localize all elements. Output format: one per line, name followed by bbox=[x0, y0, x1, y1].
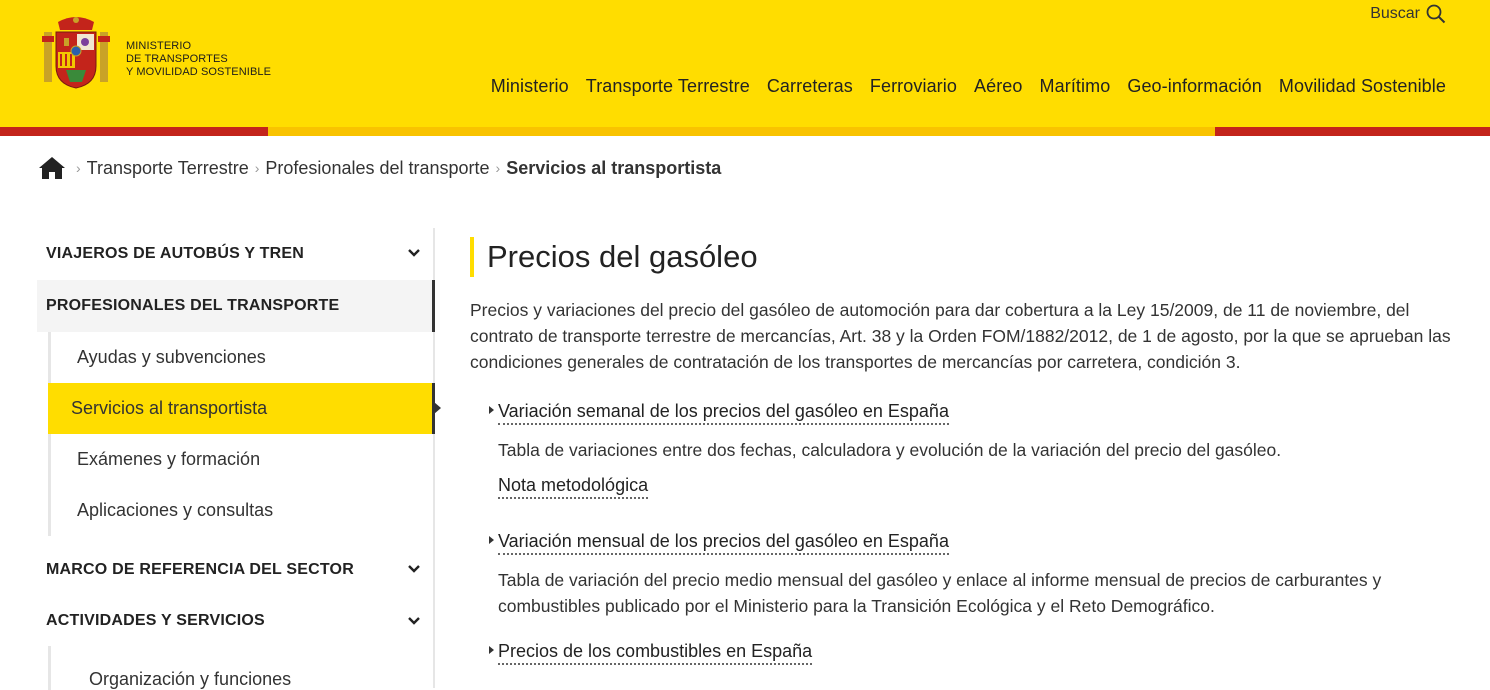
breadcrumb-profesionales[interactable]: Profesionales del transporte bbox=[265, 157, 490, 178]
breadcrumb-transporte-terrestre[interactable]: Transporte Terrestre bbox=[86, 157, 249, 178]
sidebar-item-organizacion[interactable]: Organización y funciones bbox=[89, 669, 292, 689]
sidebar-submenu-actividades bbox=[48, 646, 433, 690]
entry-description: Tabla de variaciones entre dos fechas, calculadora y evolución de la variación del precio del gasóleo. bbox=[498, 440, 1282, 460]
entry-weekly bbox=[470, 399, 1460, 499]
active-item-pointer bbox=[434, 402, 441, 414]
main-navigation bbox=[491, 76, 1446, 97]
breadcrumb-separator: › bbox=[495, 160, 501, 176]
nav-carreteras[interactable]: Carreteras bbox=[766, 76, 853, 96]
page-title: Precios del gasóleo bbox=[470, 237, 1460, 277]
sidebar-item-ayudas[interactable]: Ayudas y subvenciones bbox=[77, 347, 266, 367]
sidebar-item-aplicaciones[interactable]: Aplicaciones y consultas bbox=[77, 500, 274, 520]
sidebar-submenu bbox=[48, 332, 433, 536]
coat-of-arms-icon bbox=[40, 14, 112, 92]
link-methodology-note[interactable]: Nota metodológica bbox=[498, 473, 648, 499]
search-icon bbox=[1426, 4, 1446, 24]
ministry-logo[interactable] bbox=[40, 14, 285, 94]
sidebar-category-marco[interactable] bbox=[37, 544, 433, 596]
nav-geo-informacion[interactable]: Geo-información bbox=[1127, 76, 1262, 96]
site-header bbox=[0, 0, 1490, 136]
logo-line-2: DE TRANSPORTES bbox=[126, 53, 228, 65]
entry-monthly bbox=[470, 529, 1460, 619]
bullet-arrow-icon bbox=[489, 646, 494, 654]
sidebar-category-profesionales[interactable] bbox=[37, 280, 435, 332]
main-content bbox=[470, 237, 1460, 665]
link-monthly-variation[interactable]: Variación mensual de los precios del gasóleo en España bbox=[498, 529, 949, 555]
breadcrumb-separator: › bbox=[254, 160, 260, 176]
link-fuel-prices[interactable]: Precios de los combustibles en España bbox=[498, 639, 812, 665]
entry-description: Tabla de variación del precio medio mensual del gasóleo y enlace al informe mensual de precios de carburantes y combustibles publicado por el Ministerio para la Transición Ecológica y el Reto Demográfico. bbox=[498, 570, 1382, 616]
sidebar-category-label: MARCO DE REFERENCIA DEL SECTOR bbox=[46, 561, 354, 578]
sidebar-category-label: ACTIVIDADES Y SERVICIOS bbox=[46, 612, 265, 629]
nav-aereo[interactable]: Aéreo bbox=[973, 76, 1023, 96]
intro-paragraph: Precios y variaciones del precio del gasóleo de automoción para dar cobertura a la Ley 15/2009, de 11 de noviembre, del contrato de transporte terrestre de mercancías, Art. 38 y la Orden FOM/1882/2012, de 1 de agosto, por la que se aprueban las condiciones generales de contratación de los transportes de mercancías por carretera, condición 3. bbox=[470, 300, 1451, 372]
sidebar-category-actividades[interactable] bbox=[37, 596, 433, 646]
breadcrumb-current: Servicios al transportista bbox=[506, 157, 722, 178]
sidebar-category-viajeros[interactable] bbox=[37, 228, 433, 280]
entry-fuel-prices bbox=[470, 639, 1460, 665]
header-stripe-red-right bbox=[1215, 127, 1490, 136]
logo-line-1: MINISTERIO bbox=[126, 40, 192, 52]
header-stripe-red-left bbox=[0, 127, 268, 136]
breadcrumb-separator: › bbox=[76, 160, 81, 176]
nav-ministerio[interactable]: Ministerio bbox=[490, 76, 569, 96]
nav-maritimo[interactable]: Marítimo bbox=[1039, 76, 1111, 96]
sidebar-item-examenes[interactable]: Exámenes y formación bbox=[77, 449, 261, 469]
nav-movilidad-sostenible[interactable]: Movilidad Sostenible bbox=[1278, 76, 1446, 96]
chevron-down-icon bbox=[407, 562, 421, 576]
ministry-name bbox=[126, 40, 271, 79]
sidebar-menu bbox=[37, 228, 435, 688]
sidebar-item-servicios[interactable]: Servicios al transportista bbox=[48, 383, 435, 434]
logo-line-3: Y MOVILIDAD SOSTENIBLE bbox=[126, 66, 272, 78]
chevron-down-icon bbox=[407, 614, 421, 628]
breadcrumb bbox=[38, 156, 721, 180]
nav-transporte-terrestre[interactable]: Transporte Terrestre bbox=[585, 76, 750, 96]
sidebar-category-label: PROFESIONALES DEL TRANSPORTE bbox=[46, 297, 340, 314]
search-button[interactable] bbox=[1370, 4, 1446, 24]
nav-ferroviario[interactable]: Ferroviario bbox=[869, 76, 957, 96]
search-label: Buscar bbox=[1370, 5, 1420, 22]
sidebar-category-label: VIAJEROS DE AUTOBÚS Y TREN bbox=[46, 245, 304, 262]
home-icon[interactable] bbox=[38, 156, 66, 180]
bullet-arrow-icon bbox=[489, 536, 494, 544]
chevron-down-icon bbox=[407, 246, 421, 260]
bullet-arrow-icon bbox=[489, 406, 494, 414]
link-weekly-variation[interactable]: Variación semanal de los precios del gasóleo en España bbox=[498, 399, 949, 425]
